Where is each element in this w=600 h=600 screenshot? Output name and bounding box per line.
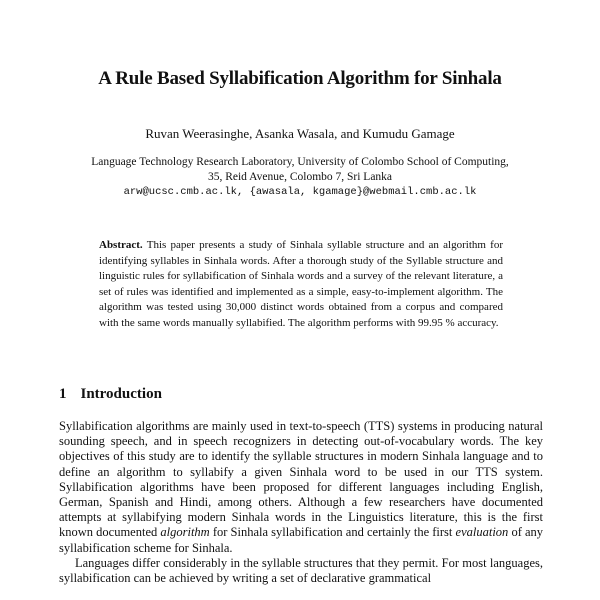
section-number: 1 (59, 386, 67, 402)
section-body (59, 419, 543, 586)
author-list: Ruvan Weerasinghe, Asanka Wasala, and Kumudu Gamage (145, 126, 455, 141)
affiliation-block (0, 155, 600, 200)
emphasis-text: evaluation (455, 525, 509, 540)
abstract-label: Abstract. (99, 239, 143, 251)
paragraph: Languages differ considerably in the syllable structures that they permit. For most languages, syllabification can be achieved by writing a set of declarative grammatical (59, 555, 543, 586)
paragraph-text: for Sinhala syllabification and certainly the first (212, 525, 453, 540)
paragraph-text: of any syllabification scheme for Sinhala. (59, 525, 544, 555)
affiliation-address: 35, Reid Avenue, Colombo 7, Sri Lanka (207, 171, 393, 183)
abstract (99, 238, 503, 331)
emphasis-text: algorithm (160, 525, 210, 540)
section-heading (59, 386, 162, 403)
affiliation-line: Language Technology Research Laboratory, University of Colombo School of Computing, (91, 156, 509, 168)
section-title: Introduction (80, 386, 162, 402)
author-emails: arw@ucsc.cmb.ac.lk, {awasala, kgamage}@webmail.cmb.ac.lk (123, 186, 477, 198)
paragraph-text: Syllabification algorithms are mainly used in text-to-speech (TTS) systems in producing natural sounding speech, and in speech recognizers in detecting out-of-vocabulary words. The key objectives of this study are to identify the syllable structures in modern Sinhala language and to define an algorithm to syllabify a given Sinhala word to be used in our TTS system. Syllabification algorithms have been proposed for different languages including English, German, Spanish and Hindi, among others. Although a few researchers have documented attempts at syllabifying modern Sinhala words in the Linguistics literature, this is the first known documented (59, 419, 543, 540)
paper-title: A Rule Based Syllabification Algorithm for Sinhala (98, 68, 502, 89)
paragraph (59, 419, 543, 556)
abstract-text: This paper presents a study of Sinhala syllable structure and an algorithm for identifying syllables in Sinhala words. After a thorough study of the Syllable structure and linguistic rules for syllabification of Sinhala words and a survey of the relevant literature, a set of rules was identified and implemented as a simple, easy-to-implement algorithm. The algorithm was tested using 30,000 distinct words obtained from a corpus and compared with the same words manually syllabified. The algorithm performs with 99.95 % accuracy. (99, 239, 503, 329)
